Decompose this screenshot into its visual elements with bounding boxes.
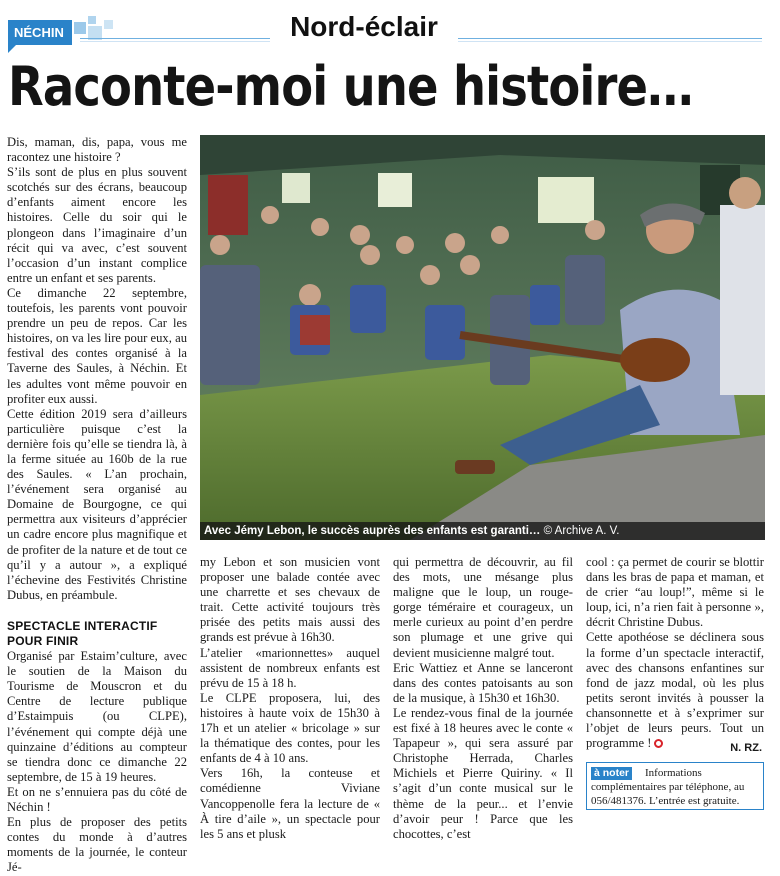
- paragraph: cool : ça permet de courir se blottir dans les bras de papa et maman, et de crier “au loup!”, même si le loup, ici, n’a rien fait à personne », décrit Christine Dubus.: [586, 555, 764, 630]
- closing-paragraph-text: Cette apothéose se déclinera sous la forme d’un spectacle interactif, avec des chansons enfantines sur fond de jazz modal, où les plus petits seront invités à pousser la chansonnette et à s’exprimer sur l’objet de leurs peurs. Tout un programme !: [586, 630, 764, 751]
- paragraph: Et on ne s’ennuiera pas du côté de Néchin !: [7, 784, 187, 815]
- note-text: Informations complémentaires par téléphone, au 056/481376. L’entrée est gratuite.: [591, 767, 745, 807]
- subheading: SPECTACLE INTERACTIF POUR FINIR: [7, 618, 158, 648]
- info-note-box: [586, 762, 764, 810]
- paragraph: Dis, maman, dis, papa, vous me racontez une histoire ?: [7, 135, 187, 165]
- paragraph: qui permettra de découvrir, au fil des mots, une mésange plus maligne que le loup, un rouge-gorge téméraire et courageux, un merle curieux au point d’en perdre son plumage et une grive qui devient musicienne malgré tout.: [393, 555, 573, 660]
- section-tag: NÉCHIN: [8, 20, 72, 45]
- paragraph: S’ils sont de plus en plus souvent scotchés sur des écrans, beaucoup d’enfants aiment encore les histoires. Celle du soir qui le plongeon dans l’imaginaire d’un récit qui va avec, c’est souvent l’occasion d’un instant complice entre un enfant et ses parents.: [7, 165, 187, 285]
- paragraph: Le CLPE proposera, lui, des histoires à haute voix de 15h30 à 17h et un atelier « bricolage » sur la thématique des contes, pour les enfants de 4 à 10 ans.: [200, 690, 380, 766]
- paragraph: L’atelier «marionnettes» auquel assistent de nombreux enfants est prévu de 15 à 18 h.: [200, 645, 380, 690]
- paragraph: Eric Wattiez et Anne se lanceront dans des contes patoisants au son de la musique, à 15h30 et 16h30.: [393, 660, 573, 705]
- article-photo: [200, 135, 765, 540]
- paragraph: [586, 630, 764, 751]
- article-column-3: [393, 555, 573, 842]
- paragraph: my Lebon et son musicien vont proposer une balade contée avec une charrette et ses chevaux de trait. Cette activité toujours très prisée des petits mais aussi des grands est prévue à 16h30.: [200, 555, 380, 645]
- caption-text: Avec Jémy Lebon, le succès auprès des enfants est garanti…: [204, 525, 541, 537]
- end-of-article-icon: [654, 739, 663, 748]
- paragraph: Vers 16h, la conteuse et comédienne Viviane Vancoppenolle fera la lecture de « À tire d’aile », un spectacle pour les 5 ans et plusk: [200, 766, 380, 841]
- publication-name: Nord-éclair: [270, 10, 458, 44]
- article-column-2: [200, 555, 380, 842]
- article-column-1: [7, 135, 187, 876]
- paragraph: Ce dimanche 22 septembre, toutefois, les parents vont pouvoir prendre un peu de repos. Car les histoires, on va les lire pour eux, au festival des contes organisé à la Taverne des Saules, à Néchin. Et les adultes vont même pouvoir en profiter eux aussi.: [7, 285, 187, 406]
- decorative-squares: [74, 16, 124, 44]
- paragraph: Organisé par Estaim’culture, avec le soutien de la Maison du Tourisme de Mouscron et du Centre de lecture publique d’Estaimpuis (ou CLPE), l’événement qui compte déjà une quinzaine d’éditions au compteur se tiendra donc ce dimanche 22 septembre, de 15 à 19 heures.: [7, 649, 187, 784]
- paragraph: En plus de proposer des petits contes du monde à d’autres moments de la journée, le conteur Jé-: [7, 815, 187, 875]
- storytelling-tent-photo: [200, 135, 765, 540]
- headline: Raconte-moi une histoire…: [8, 55, 693, 118]
- author-initials: N. RZ.: [730, 742, 762, 754]
- photo-caption: [200, 522, 765, 540]
- caption-credit: © Archive A. V.: [543, 525, 620, 537]
- paragraph: Le rendez-vous final de la journée est fixé à 18 heures avec le conte « Tapapeur », qui sera assuré par Christophe Herrada, Charles Michiels et Pierre Quiriny. « Il s’agit d’un conte musical sur le thème de la peur... et l’envie d’avoir peur ! Parce que les chocottes, c’est: [393, 705, 573, 841]
- note-label: à noter: [591, 767, 632, 780]
- paragraph: Cette édition 2019 sera d’ailleurs particulière puisque c’est la dernière fois qu’elle se tiendra là, à la ferme située au 160b de la rue des Saules. « L’an prochain, l’événement sera organisé au Domaine de Bourgogne, ce qui permettra aux visiteurs d’apprécier un cadre encore plus magnifique et de profiter de la nature et de tout ce qu’il y a autour », a expliqué l’échevine des Festivités Christine Dubus, en préambule.: [7, 406, 187, 602]
- article-column-4: [586, 555, 764, 751]
